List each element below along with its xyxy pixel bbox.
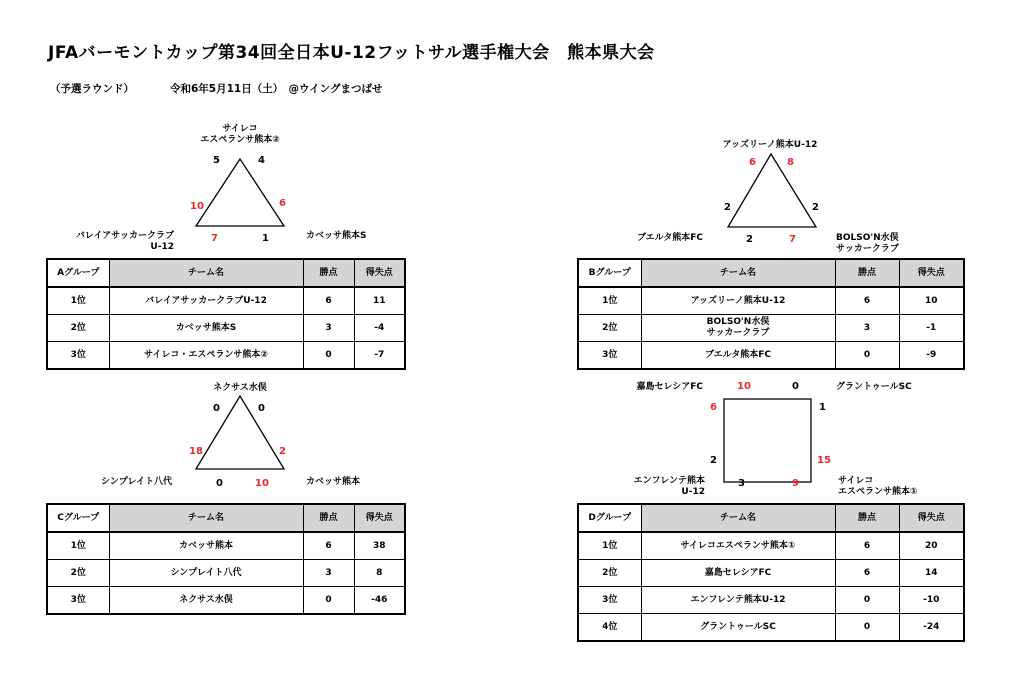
points-cell: 3	[835, 315, 899, 342]
group-c-score-left-side: 18	[189, 446, 203, 457]
table-row	[578, 532, 964, 560]
group-c-score-top-left: 0	[213, 403, 220, 414]
group-d-score-left-b: 2	[710, 455, 717, 466]
group-c-score-bottom-right: 10	[255, 478, 269, 489]
rank-cell: 2位	[578, 315, 641, 342]
group-a-team-top: サイレコ エスペランサ熊本②	[200, 124, 280, 145]
group-c-score-right-side: 2	[279, 446, 286, 457]
team-header: チーム名	[109, 259, 303, 287]
group-a-score-right-side: 6	[279, 198, 286, 209]
group-d-team-bottom-right: サイレコ エスペランサ熊本①	[838, 476, 918, 497]
rank-cell: 2位	[47, 560, 109, 587]
points-header: 勝点	[303, 259, 354, 287]
rank-cell: 3位	[47, 587, 109, 615]
group-b-team-right: BOLSO'N水俣 サッカークラブ	[836, 233, 899, 254]
diff-cell: -1	[899, 315, 964, 342]
points-header: 勝点	[303, 504, 354, 532]
group-a-score-top-right: 4	[258, 155, 265, 166]
points-cell: 6	[835, 560, 899, 587]
diff-cell: 11	[354, 287, 405, 315]
group-c-team-right: カベッサ熊本	[306, 477, 361, 487]
group-c-team-left: シンプレイト八代	[101, 477, 172, 487]
points-cell: 6	[835, 287, 899, 315]
points-cell: 0	[835, 614, 899, 642]
team-cell: カベッサ熊本	[109, 532, 303, 560]
group-a-score-top-left: 5	[213, 155, 220, 166]
team-cell: ネクサス水俣	[109, 587, 303, 615]
diff-cell: 10	[899, 287, 964, 315]
team-cell: アッズリーノ熊本U-12	[641, 287, 835, 315]
group-d-score-left-a: 6	[710, 402, 717, 413]
group-d-score-top-a: 10	[737, 381, 751, 392]
date-venue: 令和6年5月11日（土） @ウイングまつばせ	[170, 83, 383, 95]
team-header: チーム名	[109, 504, 303, 532]
group-b-score-top-right: 8	[787, 157, 794, 168]
diff-cell: -24	[899, 614, 964, 642]
team-header: チーム名	[641, 504, 835, 532]
group-b-score-bottom-left: 2	[746, 234, 753, 245]
group-b-team-left: ブエルタ熊本FC	[637, 233, 703, 243]
diff-cell: 14	[899, 560, 964, 587]
points-cell: 3	[303, 560, 354, 587]
group-d-table	[577, 503, 965, 642]
table-row	[578, 614, 964, 642]
page-title: JFAバーモントカップ第34回全日本U-12フットサル選手権大会 熊本県大会	[48, 43, 655, 63]
diff-cell: 8	[354, 560, 405, 587]
group-d-score-bottom-b: 9	[792, 478, 799, 489]
rank-cell: 2位	[578, 560, 641, 587]
team-cell: BOLSO'N水俣 サッカークラブ	[641, 315, 835, 342]
rank-cell: 3位	[47, 342, 109, 370]
rank-cell: 4位	[578, 614, 641, 642]
group-b-score-right-side: 2	[812, 202, 819, 213]
group-a-team-right: カベッサ熊本S	[306, 231, 367, 241]
table-row	[578, 560, 964, 587]
group-d-header-row	[578, 504, 964, 532]
team-cell: サイレコエスペランサ熊本①	[641, 532, 835, 560]
group-a-score-bottom-right: 1	[262, 233, 269, 244]
group-a-score-bottom-left: 7	[211, 233, 218, 244]
team-cell: サイレコ・エスペランサ熊本②	[109, 342, 303, 370]
rank-cell: 1位	[47, 532, 109, 560]
round-label: （予選ラウンド）	[50, 83, 134, 95]
diff-cell: -7	[354, 342, 405, 370]
group-d-name: Dグループ	[578, 504, 641, 532]
points-cell: 6	[303, 287, 354, 315]
team-header: チーム名	[641, 259, 835, 287]
group-d-score-right-b: 15	[817, 455, 831, 466]
group-c-score-bottom-left: 0	[216, 478, 223, 489]
points-cell: 0	[835, 587, 899, 614]
goal-diff-header: 得失点	[354, 504, 405, 532]
rank-cell: 1位	[578, 287, 641, 315]
group-b-score-top-left: 6	[749, 157, 756, 168]
diff-cell: -46	[354, 587, 405, 615]
team-cell: シンプレイト八代	[109, 560, 303, 587]
group-b-score-bottom-right: 7	[789, 234, 796, 245]
group-a-team-left: バレイアサッカークラブ U-12	[75, 231, 174, 252]
group-d-team-top-left: 嘉島セレシアFC	[636, 382, 703, 392]
table-row	[578, 587, 964, 614]
points-header: 勝点	[835, 504, 899, 532]
group-d-score-bottom-a: 3	[738, 478, 745, 489]
points-cell: 3	[303, 315, 354, 342]
group-b-name: Bグループ	[578, 259, 641, 287]
diff-cell: -9	[899, 342, 964, 370]
goal-diff-header: 得失点	[899, 504, 964, 532]
group-b-score-left-side: 2	[724, 202, 731, 213]
rank-cell: 1位	[47, 287, 109, 315]
group-c-name: Cグループ	[47, 504, 109, 532]
rank-cell: 3位	[578, 587, 641, 614]
group-d-score-top-b: 0	[792, 381, 799, 392]
group-d-team-top-right: グラントゥールSC	[836, 382, 912, 392]
points-cell: 0	[303, 342, 354, 370]
rank-cell: 1位	[578, 532, 641, 560]
group-a-score-left-side: 10	[190, 201, 204, 212]
rank-cell: 2位	[47, 315, 109, 342]
group-d-team-bottom-left: エンフレンテ熊本 U-12	[633, 476, 705, 497]
team-cell: カベッサ熊本S	[109, 315, 303, 342]
group-b-team-top: アッズリーノ熊本U-12	[722, 140, 818, 150]
points-header: 勝点	[835, 259, 899, 287]
diff-cell: -10	[899, 587, 964, 614]
diff-cell: -4	[354, 315, 405, 342]
team-cell: ブエルタ熊本FC	[641, 342, 835, 370]
diff-cell: 38	[354, 532, 405, 560]
points-cell: 0	[303, 587, 354, 615]
team-cell: グラントゥールSC	[641, 614, 835, 642]
team-cell: エンフレンテ熊本U-12	[641, 587, 835, 614]
group-d-score-right-a: 1	[819, 402, 826, 413]
goal-diff-header: 得失点	[899, 259, 964, 287]
group-d-square-shape	[724, 399, 811, 482]
group-c-team-top: ネクサス水俣	[213, 383, 267, 393]
team-cell: バレイアサッカークラブU-12	[109, 287, 303, 315]
group-a-name: Aグループ	[47, 259, 109, 287]
diff-cell: 20	[899, 532, 964, 560]
points-cell: 6	[835, 532, 899, 560]
group-c-score-top-right: 0	[258, 403, 265, 414]
rank-cell: 3位	[578, 342, 641, 370]
points-cell: 6	[303, 532, 354, 560]
points-cell: 0	[835, 342, 899, 370]
goal-diff-header: 得失点	[354, 259, 405, 287]
team-cell: 嘉島セレシアFC	[641, 560, 835, 587]
